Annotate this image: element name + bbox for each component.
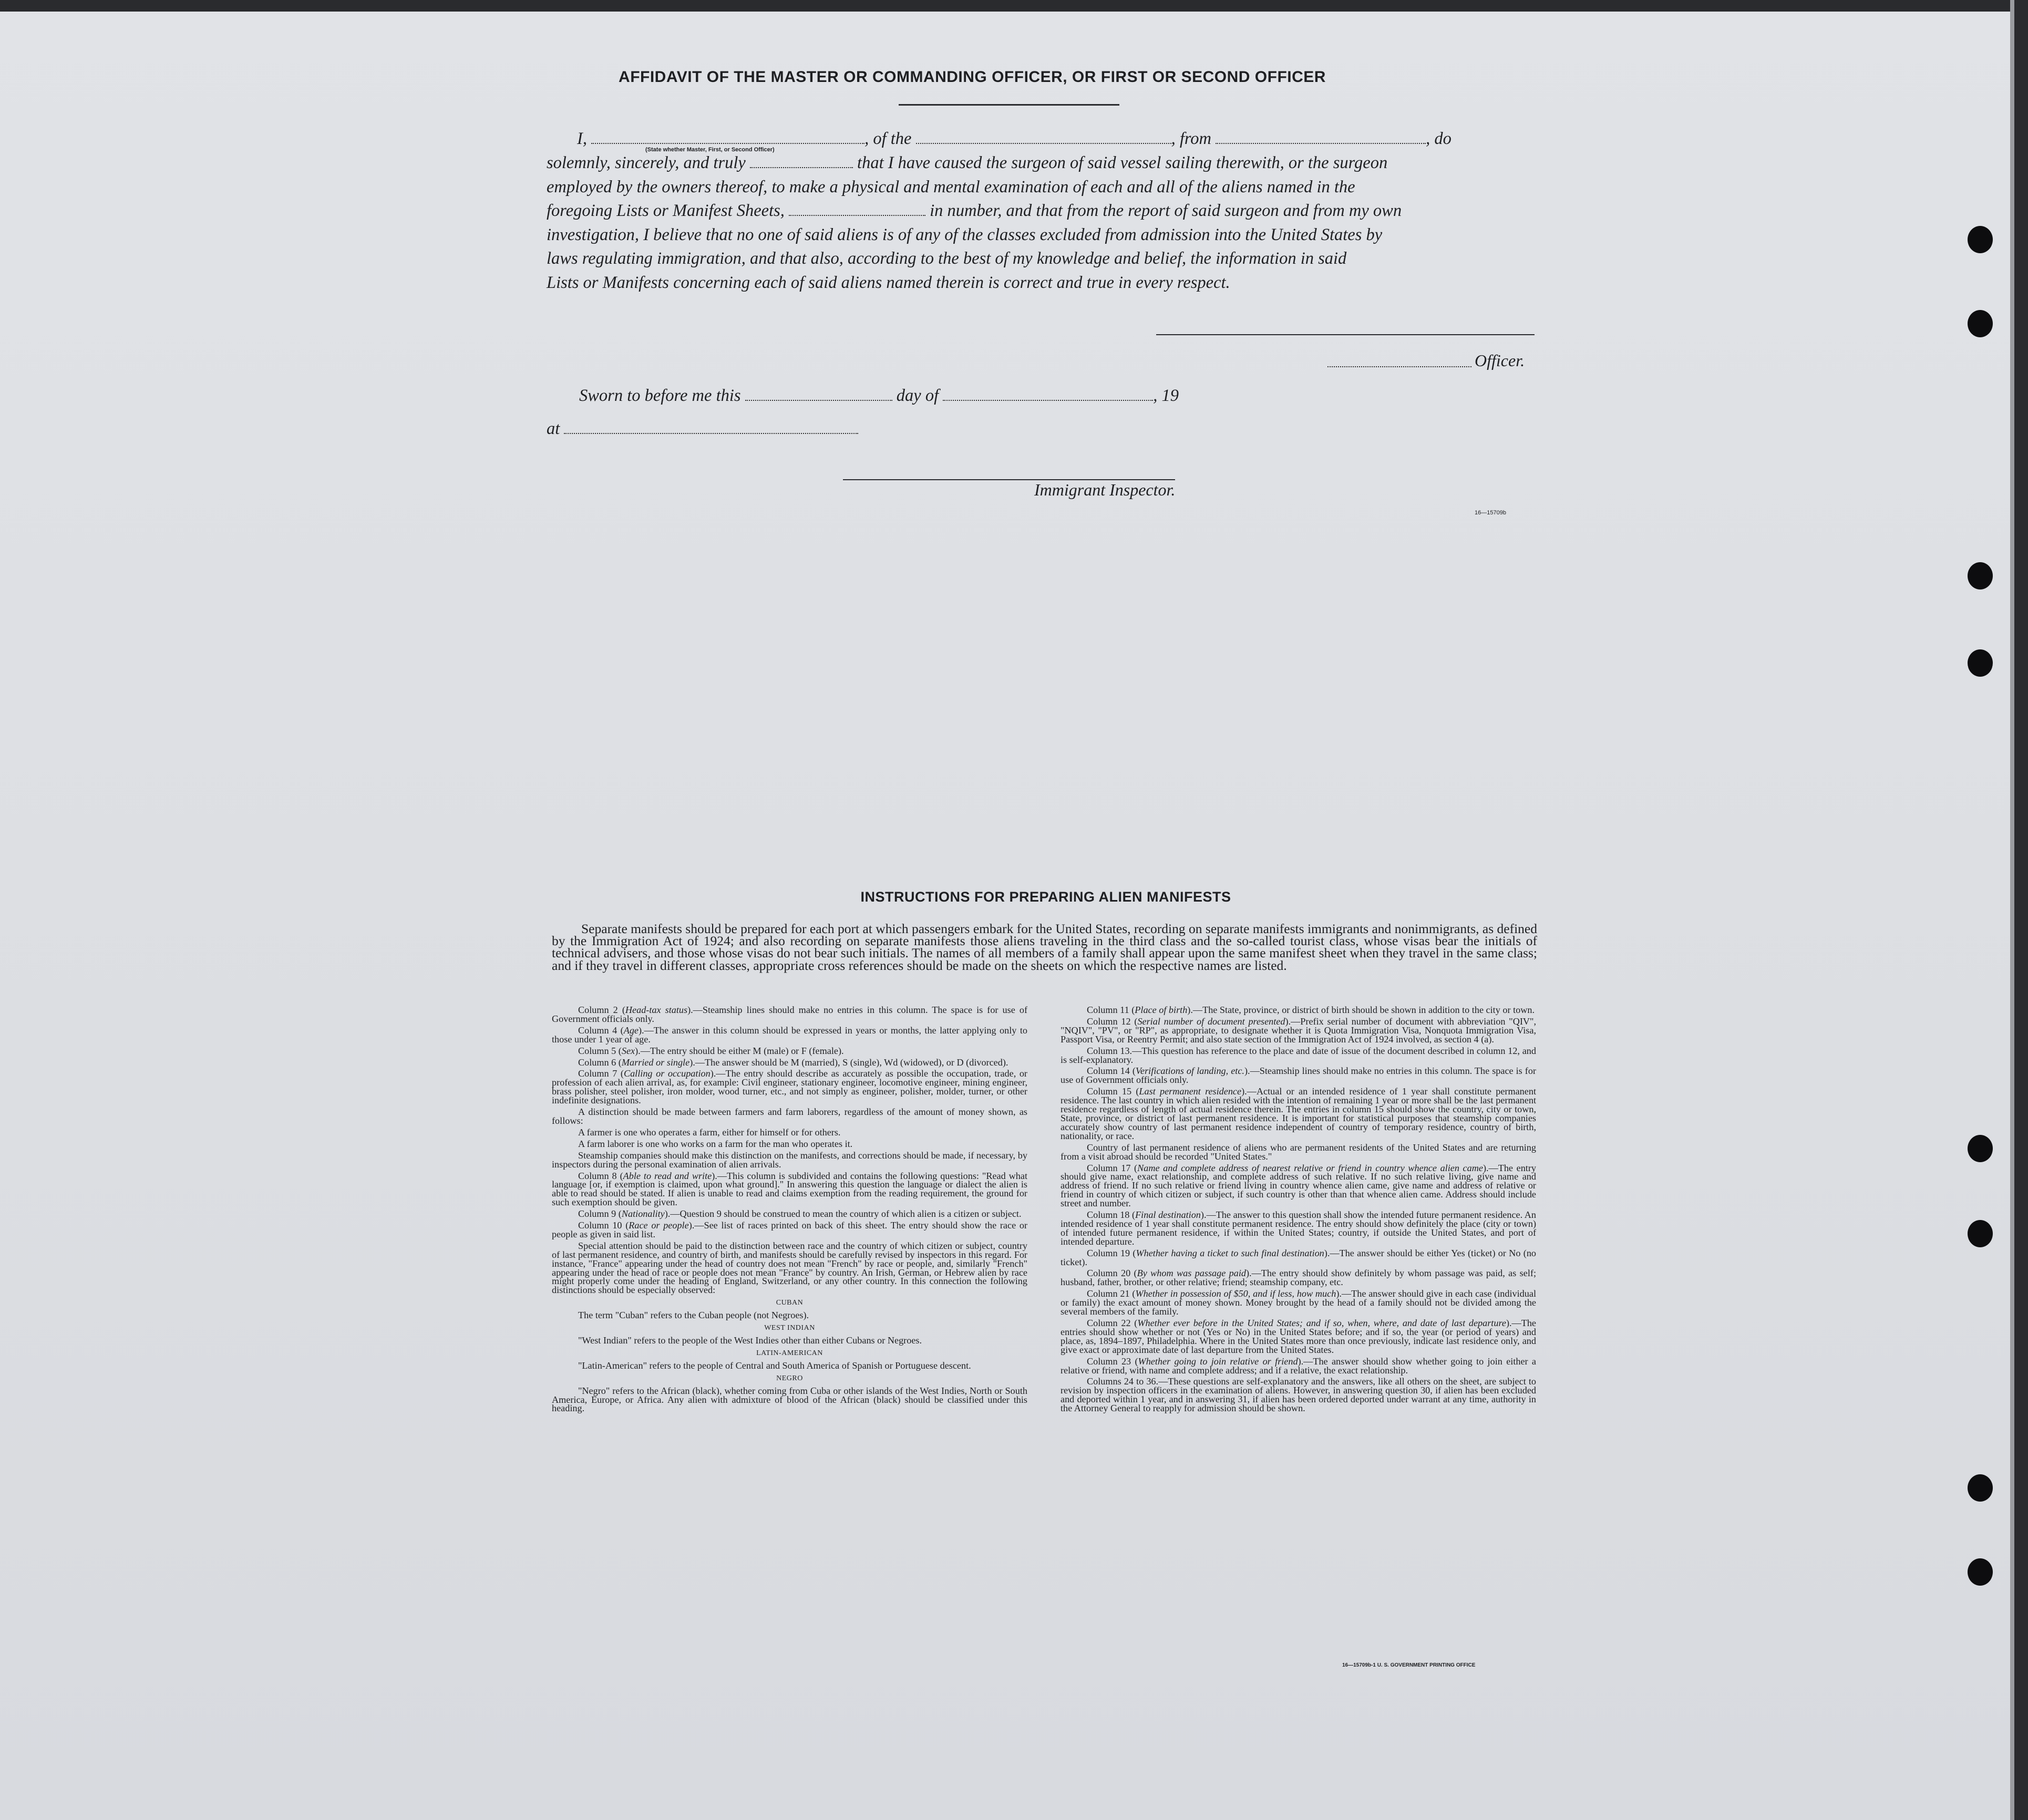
instruction-paragraph	[552, 1026, 1027, 1044]
column-text: ).—The entry should describe as accurately as possible the occupation, trade, or profession of each alien arrival, as, for example: Civil engineer, stationary engineer, locomotive engineer, mining engineer, brass polisher, steel polisher, iron molder, wood turner, etc., and not simply as engineer, polisher, molder, turner, or other indefinite designations.	[552, 1068, 1027, 1106]
column-text: Country of last permanent residence of aliens who are permanent residents of the United States and are returning from a visit abroad should be recorded "United States."	[1061, 1142, 1536, 1162]
punch-hole	[1968, 1558, 1993, 1586]
instructions-intro	[552, 923, 1537, 971]
column-text: —This question has reference to the place and date of issue of the document described in column 12, and is self-explanatory.	[1061, 1045, 1536, 1065]
column-heading: Column 5 (	[578, 1045, 622, 1056]
column-heading: Column 19 (	[1087, 1247, 1136, 1258]
column-topic: Last permanent residence	[1139, 1086, 1242, 1097]
officer-dots	[1327, 366, 1471, 367]
column-topic: Head-tax status	[625, 1005, 688, 1015]
instruction-paragraph	[1061, 1249, 1536, 1267]
instructions-right-column	[1061, 1006, 1536, 1415]
instruction-paragraph	[1061, 1143, 1536, 1161]
text-year: , 19	[1153, 386, 1179, 405]
instruction-paragraph	[1061, 1006, 1536, 1015]
column-text: A farmer is one who operates a farm, either for himself or for others.	[578, 1126, 841, 1138]
text-at: at	[547, 419, 560, 438]
column-topic: Sex	[621, 1045, 635, 1056]
instructions-title: INSTRUCTIONS FOR PREPARING ALIEN MANIFESTS	[860, 889, 1231, 905]
column-text: ).—Actual or an intended residence of 1 year shall constitute permanent residence. The last country in which alien resided with the intention of remaining 1 year or more shall be the last permanent residence regardless of length of actual residence therein. The entries in column 15 should show the country, city or town, State, province, or district of last permanent residence. It is important for statistical purposes that steamship companies accurately show country of last permanent residence independent of country of temporary residence, country of birth, nationality, or race.	[1061, 1086, 1536, 1141]
column-text: ).—Question 9 should be construed to mean the country of which alien is a citizen or subject.	[664, 1208, 1022, 1219]
intro-paragraph: Separate manifests should be prepared for each port at which passengers embark for the United States, recording on separate manifests immigrants and nonimmigrants, as defined by the Immigration Act of 1924; and also recording on separate manifests those aliens traveling in the third class and the so-called tourist class, whose visas bear the initials of technical advisers, and those whose visas do not bear such initials. The names of all members of a family shall appear upon the same manifest sheet when they travel in the same class; and if they travel in different classes, appropriate cross references should be made on the sheets on which the respective names are listed.	[552, 921, 1537, 973]
column-text: ).—The answer to this question shall show the intended future permanent residence. An intended residence of 1 year shall constitute permanent residence. The entry should show definitely the place (city or town) of intended future permanent residence, if within the United States; country, if outside the United States, and port of intended departure.	[1061, 1209, 1536, 1247]
affidavit-line-3: employed by the owners thereof, to make a physical and mental examination of each and all of the aliens named in the	[547, 178, 1355, 197]
column-topic: By whom was passage paid	[1137, 1268, 1246, 1279]
affidavit-line-6: laws regulating immigration, and that also, according to the best of my knowledge and belief, the information in said	[547, 249, 1347, 268]
text-of-the: , of the	[864, 129, 912, 148]
column-text: ).—Prefix serial number of document with abbreviation "QIV", "NQIV", "PV", or "RP", as appropriate, to designate whether it is Quota Immigration Visa, Nonquota Immigration Visa, Passport Visa, or Reentry Permit; and also state section of the Immigration Act of 1924 involved, as section 4 (a).	[1061, 1016, 1536, 1045]
sworn-line	[547, 385, 1535, 406]
negro-definition: "Negro" refers to the African (black), whether coming from Cuba or other islands of the West Indies, North or South America, Europe, or Africa. Any alien with admixture of blood of the African (black) should be classified under this heading.	[552, 1385, 1027, 1414]
instruction-paragraph	[552, 1209, 1027, 1218]
column-heading: Column 7 (	[578, 1068, 624, 1079]
column-heading: Column 17 (	[1087, 1162, 1138, 1173]
instruction-paragraph	[1061, 1357, 1536, 1375]
column-heading: Column 11 (	[1087, 1005, 1135, 1015]
title-rule	[899, 104, 1119, 106]
punch-hole	[1968, 1474, 1993, 1502]
column-text: ).—The State, province, or district of birth should be shown in addition to the city or town.	[1187, 1005, 1535, 1015]
column-heading: Column 6 (	[578, 1057, 622, 1068]
column-heading: Column 15 (	[1087, 1086, 1139, 1097]
column-topic: Age	[623, 1025, 639, 1036]
column-topic: Whether having a ticket to such final destination	[1136, 1247, 1324, 1258]
punch-hole	[1968, 1135, 1993, 1162]
column-topic: Able to read and write	[623, 1170, 712, 1181]
blank-from-port	[1216, 130, 1426, 144]
column-topic: Final destination	[1135, 1209, 1201, 1221]
column-text: ).—See list of races printed on back of this sheet. The entry should show the race or people as given in said list.	[552, 1220, 1027, 1239]
column-heading: Column 23 (	[1087, 1356, 1138, 1367]
column-heading: Column 20 (	[1087, 1268, 1137, 1279]
column-text: ).—Steamship lines should make no entries in this column. The space is for use of Government officials only.	[1061, 1066, 1536, 1085]
column-text: ).—The answer should be either Yes (ticket) or No (no ticket).	[1061, 1247, 1537, 1267]
text-do: , do	[1426, 129, 1451, 148]
blank-officer-name	[591, 130, 864, 144]
instruction-paragraph	[1061, 1087, 1536, 1140]
column-topic: Whether ever before in the United States; and if so, when, where, and date of last departure	[1137, 1318, 1506, 1328]
instruction-paragraph	[1061, 1164, 1536, 1208]
affidavit-line-1	[547, 128, 1535, 149]
column-heading: Column 9 (	[578, 1208, 622, 1219]
column-topic: Whether going to join relative or friend	[1138, 1356, 1298, 1367]
text-foregoing: foregoing Lists or Manifest Sheets,	[547, 201, 785, 220]
affidavit-line-7: Lists or Manifests concerning each of said aliens named therein is correct and true in every respect.	[547, 273, 1230, 292]
column-heading: Column 21 (	[1087, 1288, 1136, 1299]
instruction-paragraph	[1061, 1211, 1536, 1246]
blank-vessel	[916, 130, 1171, 144]
text-sworn: Sworn to before me this	[579, 386, 741, 405]
instruction-paragraph	[552, 1172, 1027, 1207]
column-text: Steamship companies should make this distinction on the manifests, and corrections should be made, if necessary, by inspectors during the personal examination of alien arrivals.	[552, 1150, 1027, 1170]
affidavit-line-5: investigation, I believe that no one of said aliens is of any of the classes excluded from admission into the United States by	[547, 225, 1383, 244]
column-topic: Place of birth	[1135, 1005, 1188, 1015]
punch-hole	[1968, 226, 1993, 253]
instruction-paragraph	[1061, 1269, 1536, 1287]
column-text: ).—Steamship lines should make no entries in this column. The space is for use of Government officials only.	[552, 1005, 1027, 1024]
instruction-paragraph	[552, 1108, 1027, 1125]
column-text: ).—This column is subdivided and contains the following questions: "Read what language [or, if exemption is claimed, upon what ground]." In answering this question the language or dialect the alien is able to read should be stated. If alien is unable to read and claims exemption from the reading requirement, the ground for such exemption should be given.	[552, 1170, 1028, 1208]
column-heading: Column 22 (	[1087, 1318, 1138, 1328]
column-topic: Calling or occupation	[623, 1068, 711, 1079]
column-text: ).—The answer should be M (married), S (single), Wd (widowed), or D (divorced).	[689, 1057, 1008, 1068]
column-text: ).—The entry should show definitely by whom passage was paid, as self; husband, father, brother, or other relative; friend; steamship company, etc.	[1061, 1268, 1536, 1288]
instruction-paragraph	[552, 1006, 1027, 1023]
column-text: A farm laborer is one who works on a farm for the man who operates it.	[578, 1138, 853, 1149]
signature-line-top	[1156, 334, 1535, 335]
column-text: ).—The entries should show whether or not (Yes or No) in the United States before; and if so, the year (or period of years) and place, as, 1894–1897, Philadelphia. Where in the United States more than once previously, indicate last residence only, and give exact or approximate date of last departure from the United States.	[1061, 1318, 1537, 1355]
west-indian-heading: WEST INDIAN	[764, 1324, 815, 1332]
column-text: ).—The answer should give in each case (individual or family) the exact amount of money shown. Money brought by the head of a family should not be divided among the several members of the family.	[1061, 1288, 1536, 1317]
column-topic: Name and complete address of nearest relative or friend in country whence alien came	[1137, 1162, 1483, 1173]
instruction-paragraph	[1061, 1319, 1536, 1354]
officer-rank-note: (State whether Master, First, or Second Officer)	[645, 147, 775, 153]
text-day-of: day of	[896, 386, 939, 405]
column-heading: Column 12 (	[1087, 1016, 1138, 1027]
column-text: Columns 24 to 36.—These questions are self-explanatory and the answers, like all others on the sheet, are subject to revision by inspection officers in the examination of aliens. However, in answering question 30, if alien has been excluded and deported within 1 year, and in answering 31, if alien has been ordered deported under warrant at any time, authority in the Attorney General to reapply for admission should be shown.	[1061, 1376, 1536, 1414]
instruction-paragraph	[552, 1151, 1027, 1169]
scan-border-right-inner	[2010, 0, 2014, 1820]
column-text: A distinction should be made between farmers and farm laborers, regardless of the amount of money shown, as follows:	[552, 1107, 1027, 1126]
latin-american-heading: LATIN-AMERICAN	[756, 1349, 823, 1357]
text-solemnly: solemnly, sincerely, and truly	[547, 153, 746, 172]
blank-day	[745, 387, 892, 401]
instruction-paragraph	[552, 1047, 1027, 1056]
column-text: ).—The answer in this column should be expressed in years or months, the latter applying only to those under 1 year of age.	[552, 1025, 1028, 1045]
text-from: , from	[1171, 129, 1212, 148]
officer-label: Officer.	[1475, 351, 1525, 370]
cuban-heading: CUBAN	[776, 1299, 804, 1307]
affidavit-line-4	[547, 200, 1535, 221]
instruction-paragraph	[1061, 1017, 1536, 1044]
scan-border-right	[2014, 0, 2028, 1820]
column-heading: Column 14 (	[1087, 1066, 1136, 1077]
column-topic: Nationality	[621, 1208, 665, 1219]
column-heading: Column 4 (	[578, 1025, 624, 1036]
instruction-paragraph	[552, 1242, 1027, 1295]
punch-hole	[1968, 562, 1993, 590]
blank-at-place	[564, 420, 858, 434]
instruction-paragraph	[1061, 1289, 1536, 1316]
column-topic: Whether in possession of $50, and if less, how much	[1135, 1288, 1336, 1299]
instruction-paragraph	[552, 1140, 1027, 1149]
latin-american-definition: "Latin-American" refers to the people of Central and South America of Spanish or Portuguese descent.	[578, 1360, 971, 1371]
form-number: 16—15709b	[1475, 510, 1506, 516]
instruction-paragraph	[552, 1128, 1027, 1137]
instruction-paragraph	[552, 1069, 1027, 1105]
column-text: ).—The answer should show whether going to join either a relative or friend, with name and complete address; and if a relative, the exact relationship.	[1061, 1356, 1537, 1376]
affidavit-title: AFFIDAVIT OF THE MASTER OR COMMANDING OFFICER, OR FIRST OR SECOND OFFICER	[619, 68, 1326, 86]
west-indian-definition: "West Indian" refers to the people of the West Indies other than either Cubans or Negroes.	[578, 1335, 922, 1346]
column-topic: Married or single	[621, 1057, 690, 1068]
negro-heading: NEGRO	[776, 1374, 803, 1382]
column-heading: Column 10 (	[578, 1220, 629, 1231]
punch-hole	[1968, 649, 1993, 677]
punch-hole	[1968, 1220, 1993, 1247]
inspector-label: Immigrant Inspector.	[1034, 480, 1176, 499]
text-in-number: in number, and that from the report of said surgeon and from my own	[930, 201, 1402, 220]
blank-number	[789, 202, 925, 216]
scan-border-top	[0, 0, 2028, 12]
printing-office-imprint: 16—15709b-1 U. S. GOVERNMENT PRINTING OFFICE	[1342, 1662, 1476, 1668]
column-topic: Race or people	[629, 1220, 689, 1231]
at-line	[547, 418, 1535, 439]
instruction-paragraph	[1061, 1067, 1536, 1084]
column-heading: Column 18 (	[1087, 1209, 1136, 1221]
instruction-paragraph	[552, 1221, 1027, 1239]
column-text: ).—The entry should give name, exact relationship, and complete address of such relative. If no such relative living, give name and address of friend. If no such relative or friend living in country whence alien came, give name and address of relative or friend in country of which citizen or subject, if such country is other than that whence alien came. Address should include street and number.	[1061, 1162, 1536, 1209]
text-surgeon: that I have caused the surgeon of said vessel sailing therewith, or the surgeon	[857, 153, 1388, 172]
affidavit-line-2	[547, 152, 1535, 173]
column-heading: Column 8 (	[578, 1170, 623, 1181]
column-topic: Verifications of landing, etc.	[1135, 1066, 1244, 1077]
column-topic: Serial number of document presented	[1137, 1016, 1285, 1027]
instruction-paragraph	[1061, 1377, 1536, 1413]
instruction-paragraph	[552, 1058, 1027, 1067]
text-i: I,	[577, 129, 587, 148]
column-text: Special attention should be paid to the distinction between race and the country of which citizen or subject, country of last permanent residence, and country of birth, and manifests should be carefully revised by inspectors in this regard. For instance, "France" appearing under the head of country does not mean "French" by race or people, and, similarly "French" appearing under the head of race or people does not mean "France" by country. An Irish, German, or Hebrew alien by race might properly come under the heading of England, Switzerland, or any other country. In this connection the following distinctions should be especially observed:	[552, 1240, 1027, 1296]
column-text: ).—The entry should be either M (male) or F (female).	[635, 1045, 844, 1056]
cuban-definition: The term "Cuban" refers to the Cuban people (not Negroes).	[578, 1310, 809, 1321]
punch-hole	[1968, 310, 1993, 337]
instruction-paragraph	[1061, 1047, 1536, 1064]
blank-swear	[750, 154, 853, 168]
instructions-left-column	[552, 1006, 1027, 1415]
column-heading: Column 13.	[1087, 1045, 1133, 1056]
column-heading: Column 2 (	[578, 1005, 625, 1015]
blank-month	[943, 387, 1153, 401]
